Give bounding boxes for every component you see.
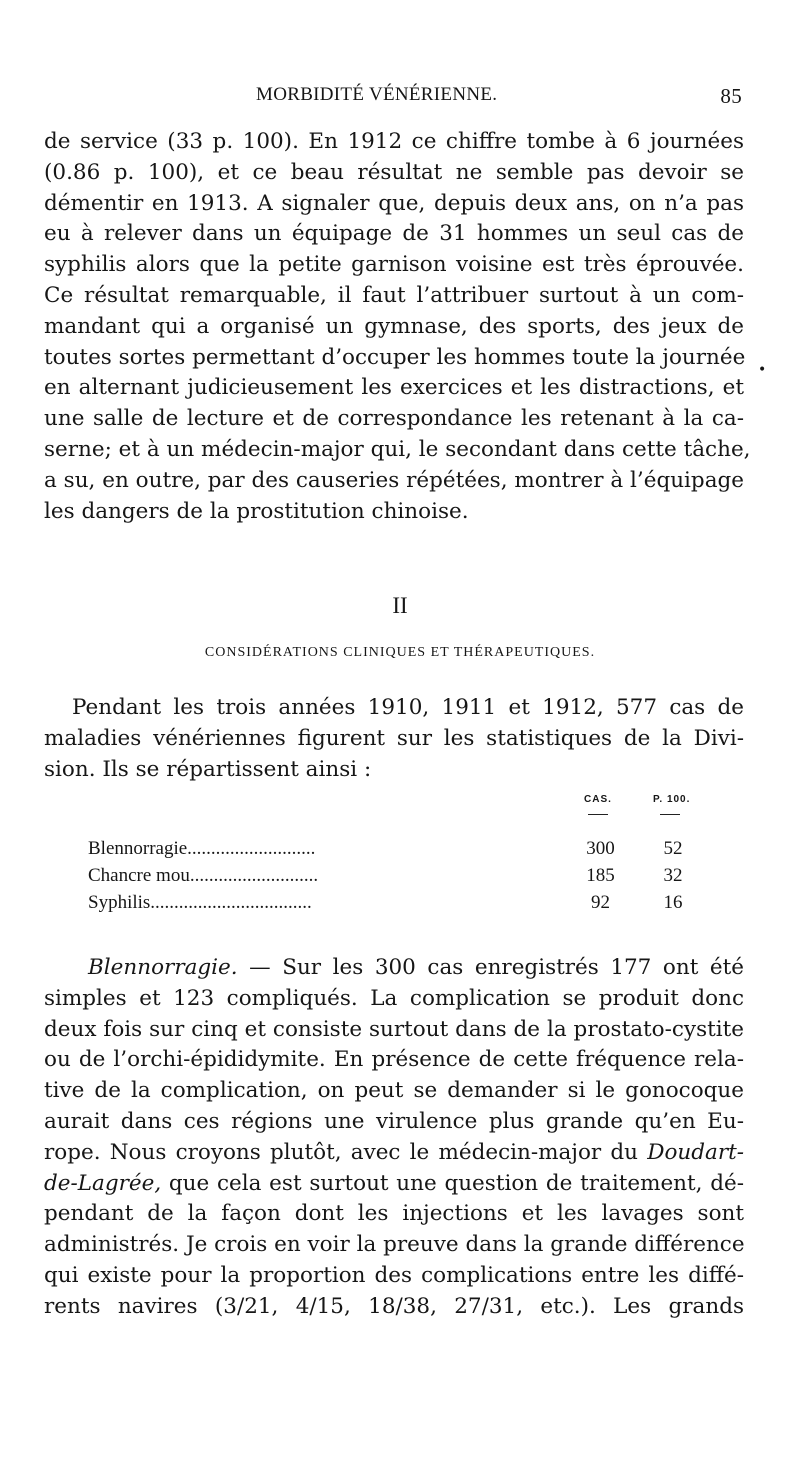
text-line: toutes sortes permettant d’occuper les hommes toute la journée — [44, 344, 746, 370]
row-cas: 300 — [586, 838, 615, 859]
table-row — [88, 865, 718, 891]
row-pct: 52 — [663, 838, 683, 859]
text-line: en alternant judicieusement les exercices et les distractions, et — [44, 375, 744, 401]
text-line: administrés. Je crois en voir la preuve dans la grande différence — [44, 1232, 745, 1258]
italic-ship-name: Doudart- — [647, 1139, 744, 1165]
row-label: Chancre mou........................... — [88, 865, 319, 886]
row-pct: 16 — [663, 892, 683, 913]
text-line — [44, 1138, 744, 1169]
row-cas: 185 — [586, 865, 615, 886]
text-line: de service (33 p. 100). En 1912 ce chiffre tombe à 6 journées — [44, 129, 744, 154]
text-line: démentir en 1913. A signaler que, depuis deux ans, on n’a pas — [44, 190, 744, 216]
text-line: les dangers de la prostitution chinoise. — [44, 498, 469, 524]
text-line: eu à relever dans un équipage de 31 hommes un seul cas de — [44, 221, 744, 247]
row-pct: 32 — [663, 865, 683, 886]
italic-ship-name: de-Lagrée, — [44, 1170, 162, 1196]
text-line: (0.86 p. 100), et ce beau résultat ne semble pas devoir se — [44, 159, 744, 185]
section-title: CONSIDÉRATIONS CLINIQUES ET THÉRAPEUTIQUES. — [204, 645, 596, 660]
text-line: simples et 123 compliqués. La complication se produit donc — [44, 985, 744, 1011]
italic-heading: Blennorragie. — [88, 955, 238, 980]
text-line: a su, en outre, par des causeries répétées, montrer à l’équipage — [44, 467, 744, 493]
text-fragment: — Sur les 300 cas enregistrés 177 ont été — [237, 955, 744, 980]
text-line: ou de l’orchi-épididymite. En présence de cette fréquence rela- — [44, 1047, 744, 1073]
text-line: syphilis alors que la petite garnison voisine est très éprouvée. — [44, 252, 744, 278]
text-line: Ce résultat remarquable, il faut l’attribuer surtout à un com- — [44, 282, 744, 308]
text-line: Pendant les trois années 1910, 1911 et 1912, 577 cas de — [72, 695, 744, 720]
text-line: sion. Ils se répartissent ainsi : — [44, 756, 372, 782]
header-rule — [660, 814, 680, 815]
running-header — [44, 84, 744, 114]
paragraph-2 — [44, 693, 744, 785]
row-label: Blennorragie........................... — [88, 838, 316, 859]
text-line: maladies vénériennes figurent sur les statistiques de la Divi- — [44, 725, 744, 751]
text-line — [44, 1169, 744, 1200]
column-header-pct: P. 100. — [653, 794, 691, 805]
section-number: II — [392, 593, 408, 618]
text-line: rents navires (3/21, 4/15, 18/38, 27/31, etc.). Les grands — [44, 1293, 744, 1319]
table-row — [88, 838, 718, 864]
text-line: qui existe pour la proportion des complications entre les diffé- — [44, 1262, 744, 1288]
column-header-cas: CAS. — [584, 794, 612, 805]
text-line — [44, 953, 744, 984]
text-line: une salle de lecture et de correspondance les retenant à la ca- — [44, 406, 744, 432]
text-line: pendant de la façon dont les injections et les lavages sont — [44, 1201, 744, 1227]
header-rule — [588, 814, 608, 815]
text-line: serne; et à un médecin-major qui, le secondant dans cette tâche, — [44, 436, 751, 462]
table-row — [88, 892, 718, 918]
text-line: aurait dans ces régions une virulence plus grande qu’en Eu- — [44, 1108, 744, 1134]
text-fragment: que cela est surtout une question de traitement, dé- — [161, 1170, 744, 1196]
row-label: Syphilis.................................. — [88, 892, 312, 913]
row-cas: 92 — [591, 892, 610, 913]
paragraph-3 — [44, 953, 744, 1323]
text-fragment: rope. Nous croyons plutôt, avec le médecin-major du — [44, 1139, 648, 1165]
text-line: deux fois sur cinq et consiste surtout dans de la prostato-cystite — [44, 1016, 744, 1042]
text-line: mandant qui a organisé un gymnase, des sports, des jeux de — [44, 313, 744, 339]
header-title: MORBIDITÉ VÉNÉRIENNE. — [256, 84, 498, 105]
paragraph-1 — [44, 127, 751, 527]
margin-mark: • — [758, 362, 767, 378]
page-number: 85 — [720, 84, 742, 108]
text-line: tive de la complication, on peut se demander si le gonocoque — [44, 1078, 744, 1104]
